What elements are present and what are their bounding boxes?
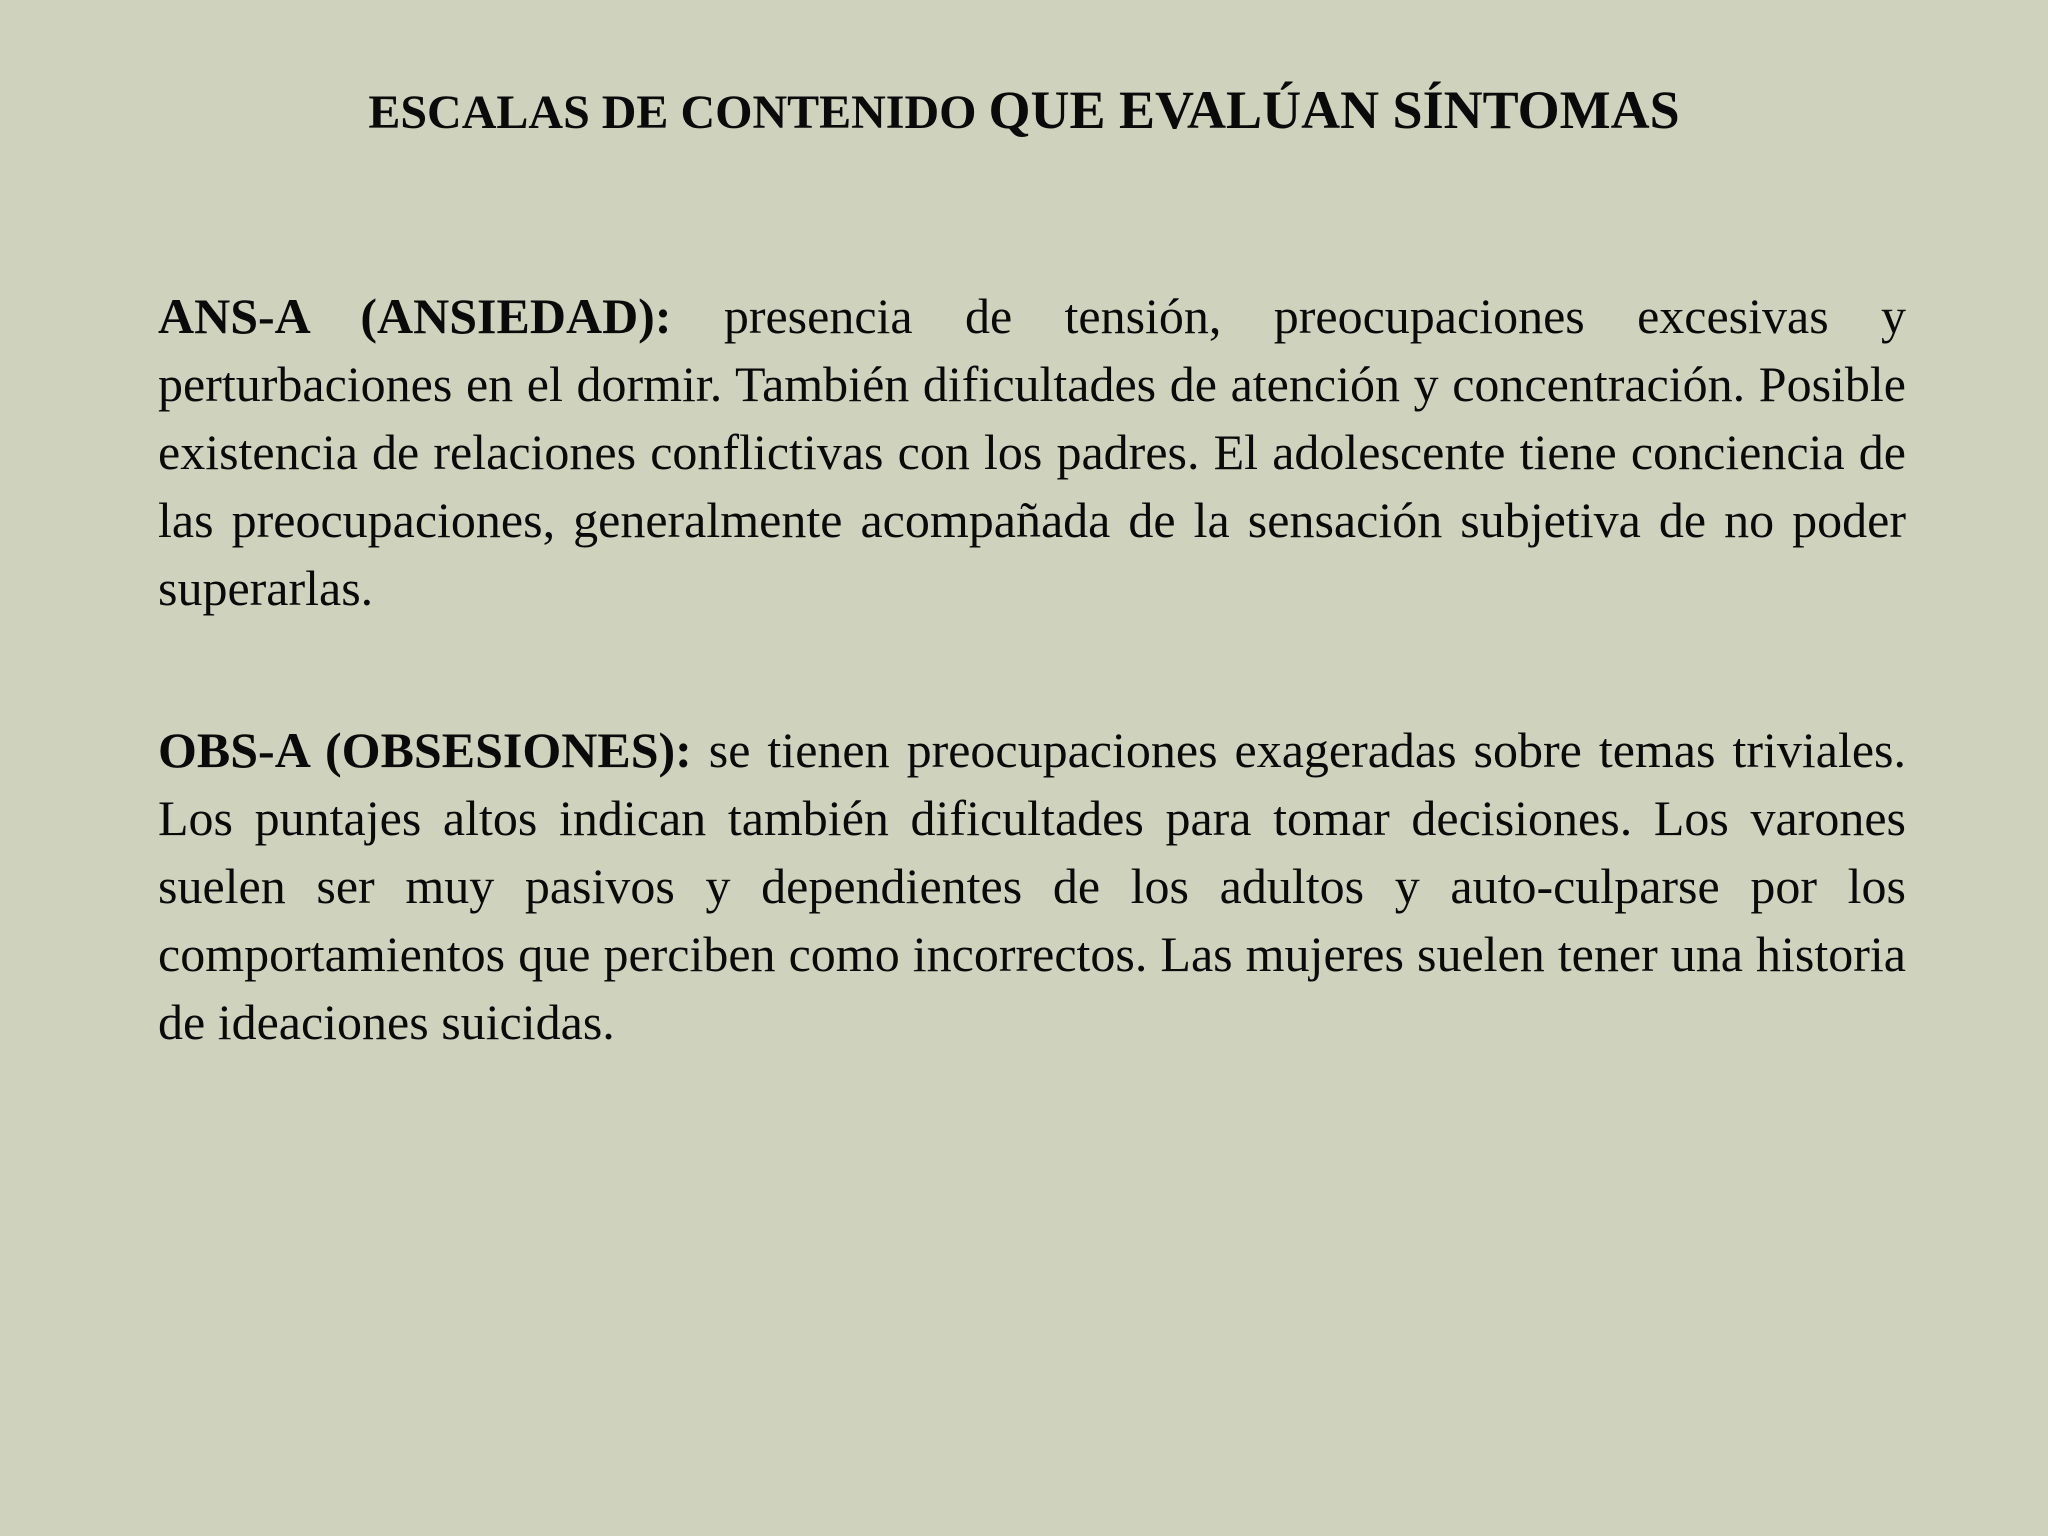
paragraph-body-ansiedad: presencia de tensión, preocupaciones excesivas y perturbaciones en el dormir. También dificultades de atención y concentración. Posible existencia de relaciones conflictivas con los padres. El adolescente tiene conciencia de las preocupaciones, generalmente acompañada de la sensación subjetiva de no poder superarlas. — [158, 288, 1906, 616]
title-part-1: ESCALAS DE CONTENIDO — [368, 86, 989, 139]
slide-title — [0, 78, 2048, 156]
title-part-2: QUE EVALÚAN SÍNTOMAS — [988, 80, 1680, 140]
paragraph-obsesiones — [158, 716, 1906, 1056]
paragraph-lead-obsesiones: OBS-A (OBSESIONES): — [158, 722, 692, 778]
paragraph-ansiedad — [158, 282, 1906, 622]
paragraph-lead-ansiedad: ANS-A (ANSIEDAD): — [158, 288, 672, 344]
paragraph-body-obsesiones: se tienen preocupaciones exageradas sobre temas triviales. Los puntajes altos indican también dificultades para tomar decisiones. Los varones suelen ser muy pasivos y dependientes de los adultos y auto-culparse por los comportamientos que perciben como incorrectos. Las mujeres suelen tener una historia de ideaciones suicidas. — [158, 722, 1906, 1050]
